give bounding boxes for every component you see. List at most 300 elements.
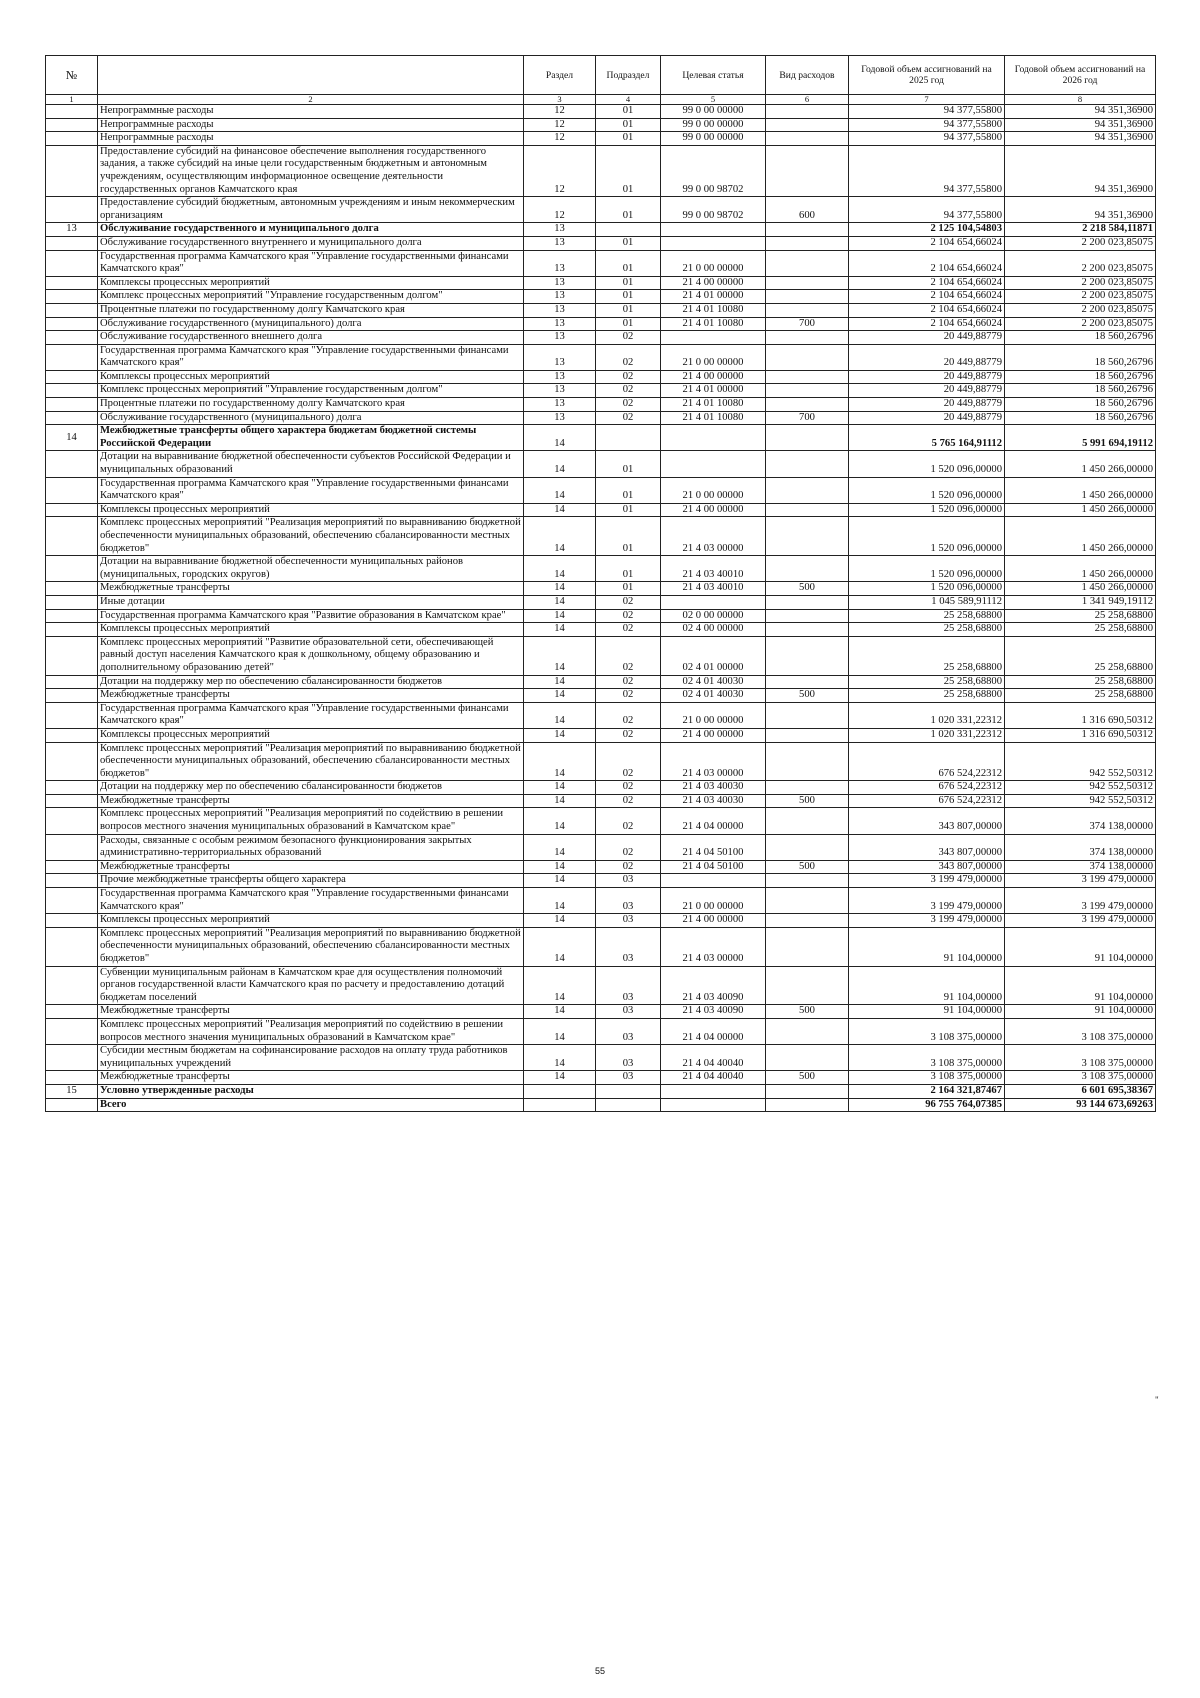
row-number: [46, 595, 98, 609]
row-podrazdel: 03: [596, 888, 661, 914]
row-name: Государственная программа Камчатского края "Управление государственными финансами Камчатского края": [98, 702, 524, 728]
row-razdel: 14: [524, 1045, 596, 1071]
row-name: Субсидии местным бюджетам на софинансирование расходов на оплату труда работников муниципальных учреждений: [98, 1045, 524, 1071]
row-podrazdel: 02: [596, 781, 661, 795]
row-amount-2026: 3 108 375,00000: [1005, 1018, 1156, 1044]
table-row: [46, 1098, 1156, 1112]
table-row: [46, 675, 1156, 689]
row-number: [46, 689, 98, 703]
row-amount-2025: 25 258,68800: [849, 636, 1005, 675]
row-amount-2026: 18 560,26796: [1005, 398, 1156, 412]
table-row: [46, 105, 1156, 119]
row-name: Комплекс процессных мероприятий "Реализация мероприятий по содействию в решении вопросов местного значения муниципальных образований в Камчатском крае": [98, 1018, 524, 1044]
row-amount-2025: 91 104,00000: [849, 1005, 1005, 1019]
row-number: [46, 927, 98, 966]
row-razdel: 14: [524, 808, 596, 834]
row-number: [46, 742, 98, 781]
row-razdel: [524, 1084, 596, 1098]
row-name: Комплекс процессных мероприятий "Управление государственным долгом": [98, 384, 524, 398]
row-number: [46, 517, 98, 556]
row-expense-type: [766, 914, 849, 928]
row-amount-2026: 3 199 479,00000: [1005, 914, 1156, 928]
row-razdel: 13: [524, 250, 596, 276]
row-number: [46, 728, 98, 742]
row-number: [46, 1045, 98, 1071]
row-expense-type: [766, 132, 849, 146]
row-number: [46, 966, 98, 1005]
row-razdel: 13: [524, 276, 596, 290]
row-name: Комплексы процессных мероприятий: [98, 503, 524, 517]
row-podrazdel: 01: [596, 503, 661, 517]
row-expense-type: 700: [766, 317, 849, 331]
row-amount-2026: 6 601 695,38367: [1005, 1084, 1156, 1098]
budget-allocation-table: [45, 55, 1156, 1112]
row-target-article: 21 4 04 50100: [661, 834, 766, 860]
row-amount-2025: 25 258,68800: [849, 609, 1005, 623]
row-amount-2026: 3 108 375,00000: [1005, 1071, 1156, 1085]
row-name: Комплекс процессных мероприятий "Развитие образовательной сети, обеспечивающей равный доступ населения Камчатского края к дошкольному, общему образованию и дополнительному образованию детей": [98, 636, 524, 675]
table-row: [46, 145, 1156, 196]
row-name: Предоставление субсидий на финансовое обеспечение выполнения государственного задания, а также субсидий на иные цели государственным бюджетным и автономным учреждениям, осуществляющим информационное освещение деятельности государственных органов Камчатского края: [98, 145, 524, 196]
table-row: [46, 118, 1156, 132]
row-podrazdel: 01: [596, 517, 661, 556]
row-amount-2026: 94 351,36900: [1005, 105, 1156, 119]
row-amount-2026: 1 341 949,19112: [1005, 595, 1156, 609]
row-amount-2025: 676 524,22312: [849, 781, 1005, 795]
row-amount-2026: 1 450 266,00000: [1005, 451, 1156, 477]
row-target-article: 21 4 04 00000: [661, 1018, 766, 1044]
row-expense-type: 500: [766, 794, 849, 808]
table-row: [46, 609, 1156, 623]
table-row: [46, 503, 1156, 517]
table-row: [46, 781, 1156, 795]
row-number: [46, 556, 98, 582]
row-expense-type: [766, 223, 849, 237]
header-allocation-2026: Годовой объем ассигнований на 2026 год: [1005, 56, 1156, 95]
row-name: Комплексы процессных мероприятий: [98, 370, 524, 384]
row-target-article: 21 4 03 40010: [661, 582, 766, 596]
row-expense-type: [766, 503, 849, 517]
row-razdel: 14: [524, 794, 596, 808]
row-amount-2026: 374 138,00000: [1005, 834, 1156, 860]
row-name: Межбюджетные трансферты: [98, 1005, 524, 1019]
row-podrazdel: 01: [596, 317, 661, 331]
row-name: Комплексы процессных мероприятий: [98, 623, 524, 637]
row-razdel: 14: [524, 425, 596, 451]
column-number: 6: [766, 95, 849, 105]
row-expense-type: [766, 303, 849, 317]
row-name: Комплексы процессных мероприятий: [98, 728, 524, 742]
table-row: [46, 276, 1156, 290]
row-razdel: 14: [524, 966, 596, 1005]
row-amount-2025: 20 449,88779: [849, 344, 1005, 370]
header-expense-type: Вид расходов: [766, 56, 849, 95]
row-number: [46, 370, 98, 384]
row-expense-type: [766, 145, 849, 196]
row-amount-2026: 18 560,26796: [1005, 331, 1156, 345]
table-row: [46, 517, 1156, 556]
row-expense-type: [766, 742, 849, 781]
table-row: [46, 1018, 1156, 1044]
row-name: Предоставление субсидий бюджетным, автономным учреждениям и иным некоммерческим организациям: [98, 197, 524, 223]
row-number: [46, 834, 98, 860]
row-target-article: 02 4 00 00000: [661, 623, 766, 637]
row-amount-2026: 1 450 266,00000: [1005, 517, 1156, 556]
row-amount-2025: 2 104 654,66024: [849, 317, 1005, 331]
row-name: Обслуживание государственного внутреннего и муниципального долга: [98, 236, 524, 250]
row-expense-type: [766, 290, 849, 304]
table-row: [46, 331, 1156, 345]
row-amount-2026: 1 450 266,00000: [1005, 582, 1156, 596]
row-name: Непрограммные расходы: [98, 105, 524, 119]
row-name: Межбюджетные трансферты: [98, 582, 524, 596]
row-expense-type: [766, 556, 849, 582]
row-expense-type: [766, 384, 849, 398]
column-number: 4: [596, 95, 661, 105]
row-amount-2025: 91 104,00000: [849, 927, 1005, 966]
row-amount-2026: 3 199 479,00000: [1005, 888, 1156, 914]
row-number: [46, 1005, 98, 1019]
row-razdel: 13: [524, 370, 596, 384]
header-allocation-2025: Годовой объем ассигнований на 2025 год: [849, 56, 1005, 95]
row-number: [46, 636, 98, 675]
row-target-article: 21 4 03 40030: [661, 781, 766, 795]
row-razdel: 14: [524, 728, 596, 742]
row-amount-2026: 3 199 479,00000: [1005, 874, 1156, 888]
row-amount-2026: 3 108 375,00000: [1005, 1045, 1156, 1071]
table-row: [46, 623, 1156, 637]
row-name: Обслуживание государственного (муниципального) долга: [98, 411, 524, 425]
row-amount-2025: 1 520 096,00000: [849, 503, 1005, 517]
row-amount-2025: 3 199 479,00000: [849, 874, 1005, 888]
row-number: [46, 1018, 98, 1044]
row-razdel: 14: [524, 623, 596, 637]
row-number: [46, 477, 98, 503]
row-target-article: [661, 331, 766, 345]
row-amount-2026: 2 200 023,85075: [1005, 290, 1156, 304]
row-amount-2026: 2 200 023,85075: [1005, 276, 1156, 290]
row-razdel: 14: [524, 582, 596, 596]
row-razdel: 12: [524, 132, 596, 146]
table-row: [46, 556, 1156, 582]
row-podrazdel: 02: [596, 794, 661, 808]
row-expense-type: [766, 1045, 849, 1071]
row-number: [46, 888, 98, 914]
row-name: Межбюджетные трансферты: [98, 689, 524, 703]
corner-mark: ": [1155, 1395, 1159, 1405]
row-target-article: 21 4 01 00000: [661, 384, 766, 398]
table-body: [46, 105, 1156, 1112]
row-target-article: 02 4 01 00000: [661, 636, 766, 675]
row-razdel: 14: [524, 503, 596, 517]
row-podrazdel: 01: [596, 145, 661, 196]
row-number: [46, 250, 98, 276]
row-amount-2025: 3 199 479,00000: [849, 888, 1005, 914]
row-expense-type: [766, 966, 849, 1005]
row-amount-2025: 2 104 654,66024: [849, 276, 1005, 290]
row-name: Непрограммные расходы: [98, 132, 524, 146]
row-amount-2025: 1 045 589,91112: [849, 595, 1005, 609]
row-podrazdel: 02: [596, 834, 661, 860]
row-target-article: 99 0 00 98702: [661, 145, 766, 196]
row-expense-type: [766, 874, 849, 888]
row-target-article: 21 0 00 00000: [661, 250, 766, 276]
row-podrazdel: [596, 1098, 661, 1112]
row-name: Субвенции муниципальным районам в Камчатском крае для осуществления полномочий органов государственной власти Камчатского края по расчету и предоставлению дотаций бюджетам поселений: [98, 966, 524, 1005]
row-number: [46, 105, 98, 119]
table-row: [46, 451, 1156, 477]
row-expense-type: 500: [766, 1071, 849, 1085]
row-razdel: 13: [524, 331, 596, 345]
row-name: Дотации на выравнивание бюджетной обеспеченности муниципальных районов (муниципальных, городских округов): [98, 556, 524, 582]
row-name: Государственная программа Камчатского края "Управление государственными финансами Камчатского края": [98, 888, 524, 914]
row-number: 14: [46, 425, 98, 451]
row-expense-type: [766, 477, 849, 503]
row-target-article: [661, 425, 766, 451]
page-number: 55: [594, 1666, 605, 1676]
row-podrazdel: 02: [596, 808, 661, 834]
row-number: [46, 411, 98, 425]
row-amount-2025: 94 377,55800: [849, 145, 1005, 196]
row-name: Дотации на поддержку мер по обеспечению сбалансированности бюджетов: [98, 675, 524, 689]
row-number: [46, 331, 98, 345]
row-amount-2026: 18 560,26796: [1005, 344, 1156, 370]
row-podrazdel: 01: [596, 236, 661, 250]
row-razdel: 14: [524, 888, 596, 914]
table-row: [46, 477, 1156, 503]
row-target-article: 21 4 00 00000: [661, 914, 766, 928]
row-razdel: 14: [524, 914, 596, 928]
row-amount-2026: 18 560,26796: [1005, 370, 1156, 384]
row-expense-type: [766, 1018, 849, 1044]
row-number: [46, 1098, 98, 1112]
table-row: [46, 689, 1156, 703]
row-target-article: 21 0 00 00000: [661, 702, 766, 728]
row-number: [46, 860, 98, 874]
row-podrazdel: 02: [596, 636, 661, 675]
row-podrazdel: 01: [596, 276, 661, 290]
row-target-article: 21 4 03 40090: [661, 966, 766, 1005]
row-razdel: 14: [524, 609, 596, 623]
row-amount-2025: 2 125 104,54803: [849, 223, 1005, 237]
row-number: [46, 808, 98, 834]
row-expense-type: [766, 609, 849, 623]
row-name: Комплексы процессных мероприятий: [98, 276, 524, 290]
row-number: [46, 914, 98, 928]
row-name: Комплексы процессных мероприятий: [98, 914, 524, 928]
table-row: [46, 702, 1156, 728]
row-podrazdel: 02: [596, 623, 661, 637]
row-amount-2026: 25 258,68800: [1005, 675, 1156, 689]
row-amount-2025: 5 765 164,91112: [849, 425, 1005, 451]
row-podrazdel: 02: [596, 702, 661, 728]
row-expense-type: [766, 236, 849, 250]
row-amount-2026: 18 560,26796: [1005, 411, 1156, 425]
row-podrazdel: [596, 223, 661, 237]
table-row: [46, 132, 1156, 146]
row-number: [46, 276, 98, 290]
row-name: Обслуживание государственного (муниципального) долга: [98, 317, 524, 331]
row-target-article: 21 4 01 10080: [661, 303, 766, 317]
row-expense-type: [766, 808, 849, 834]
row-name: Непрограммные расходы: [98, 118, 524, 132]
row-amount-2025: 20 449,88779: [849, 370, 1005, 384]
row-podrazdel: 02: [596, 344, 661, 370]
row-amount-2026: 2 200 023,85075: [1005, 317, 1156, 331]
row-number: [46, 317, 98, 331]
row-expense-type: 500: [766, 1005, 849, 1019]
row-amount-2026: 1 450 266,00000: [1005, 477, 1156, 503]
row-expense-type: [766, 398, 849, 412]
row-podrazdel: 03: [596, 966, 661, 1005]
row-amount-2026: 91 104,00000: [1005, 1005, 1156, 1019]
row-expense-type: [766, 276, 849, 290]
row-amount-2026: 91 104,00000: [1005, 966, 1156, 1005]
table-row: [46, 728, 1156, 742]
header-row: [46, 56, 1156, 95]
row-razdel: 12: [524, 145, 596, 196]
row-amount-2025: 343 807,00000: [849, 860, 1005, 874]
row-name: Обслуживание государственного и муниципального долга: [98, 223, 524, 237]
row-expense-type: [766, 451, 849, 477]
row-podrazdel: 03: [596, 1045, 661, 1071]
row-amount-2025: 2 104 654,66024: [849, 290, 1005, 304]
row-target-article: 21 4 03 40010: [661, 556, 766, 582]
row-amount-2026: 2 200 023,85075: [1005, 236, 1156, 250]
row-razdel: 14: [524, 689, 596, 703]
row-podrazdel: 01: [596, 290, 661, 304]
row-target-article: 21 4 03 00000: [661, 742, 766, 781]
header-name: [98, 56, 524, 95]
row-expense-type: [766, 636, 849, 675]
row-amount-2026: 93 144 673,69263: [1005, 1098, 1156, 1112]
row-number: [46, 702, 98, 728]
row-name: Комплекс процессных мероприятий "Управление государственным долгом": [98, 290, 524, 304]
row-podrazdel: 02: [596, 860, 661, 874]
row-razdel: 14: [524, 477, 596, 503]
row-target-article: [661, 1098, 766, 1112]
table-row: [46, 344, 1156, 370]
row-target-article: [661, 451, 766, 477]
row-podrazdel: 02: [596, 398, 661, 412]
row-number: [46, 609, 98, 623]
row-name: Расходы, связанные с особым режимом безопасного функционирования закрытых административно-территориальных образований: [98, 834, 524, 860]
row-target-article: 21 4 03 40030: [661, 794, 766, 808]
row-number: [46, 236, 98, 250]
row-number: [46, 132, 98, 146]
row-podrazdel: 01: [596, 250, 661, 276]
row-amount-2025: 676 524,22312: [849, 794, 1005, 808]
row-razdel: 14: [524, 595, 596, 609]
row-target-article: 21 4 03 00000: [661, 517, 766, 556]
row-podrazdel: 03: [596, 1018, 661, 1044]
column-number-row: [46, 95, 1156, 105]
row-name: Обслуживание государственного внешнего долга: [98, 331, 524, 345]
row-target-article: 21 0 00 00000: [661, 344, 766, 370]
row-name: Всего: [98, 1098, 524, 1112]
row-target-article: 21 0 00 00000: [661, 477, 766, 503]
row-target-article: 21 4 00 00000: [661, 503, 766, 517]
row-razdel: 14: [524, 781, 596, 795]
row-expense-type: [766, 331, 849, 345]
row-razdel: 13: [524, 290, 596, 304]
row-razdel: 14: [524, 636, 596, 675]
row-amount-2025: 96 755 764,07385: [849, 1098, 1005, 1112]
row-amount-2026: 5 991 694,19112: [1005, 425, 1156, 451]
row-expense-type: [766, 425, 849, 451]
row-target-article: [661, 236, 766, 250]
row-amount-2025: 1 020 331,22312: [849, 702, 1005, 728]
row-amount-2026: 25 258,68800: [1005, 623, 1156, 637]
row-podrazdel: 01: [596, 556, 661, 582]
row-amount-2025: 25 258,68800: [849, 623, 1005, 637]
row-podrazdel: 03: [596, 1005, 661, 1019]
column-number: 5: [661, 95, 766, 105]
row-amount-2025: 20 449,88779: [849, 411, 1005, 425]
row-podrazdel: 02: [596, 370, 661, 384]
row-target-article: 99 0 00 00000: [661, 132, 766, 146]
row-amount-2026: 25 258,68800: [1005, 609, 1156, 623]
row-expense-type: [766, 702, 849, 728]
row-target-article: 02 0 00 00000: [661, 609, 766, 623]
row-name: Межбюджетные трансферты общего характера бюджетам бюджетной системы Российской Федерации: [98, 425, 524, 451]
row-amount-2026: 1 316 690,50312: [1005, 728, 1156, 742]
row-razdel: 13: [524, 303, 596, 317]
row-name: Дотации на поддержку мер по обеспечению сбалансированности бюджетов: [98, 781, 524, 795]
row-name: Государственная программа Камчатского края "Развитие образования в Камчатском крае": [98, 609, 524, 623]
row-razdel: 14: [524, 556, 596, 582]
header-number: №: [46, 56, 98, 95]
row-name: Прочие межбюджетные трансферты общего характера: [98, 874, 524, 888]
table-row: [46, 1084, 1156, 1098]
row-amount-2025: 2 164 321,87467: [849, 1084, 1005, 1098]
row-number: [46, 451, 98, 477]
row-number: [46, 145, 98, 196]
row-razdel: 14: [524, 860, 596, 874]
row-expense-type: [766, 370, 849, 384]
row-target-article: 21 4 04 50100: [661, 860, 766, 874]
row-target-article: 21 4 04 40040: [661, 1071, 766, 1085]
row-amount-2026: 2 200 023,85075: [1005, 250, 1156, 276]
row-target-article: [661, 874, 766, 888]
row-podrazdel: 02: [596, 331, 661, 345]
row-amount-2025: 1 520 096,00000: [849, 517, 1005, 556]
row-expense-type: 700: [766, 411, 849, 425]
row-expense-type: [766, 250, 849, 276]
row-podrazdel: 02: [596, 411, 661, 425]
row-amount-2026: 25 258,68800: [1005, 689, 1156, 703]
row-expense-type: [766, 927, 849, 966]
header-razdel: Раздел: [524, 56, 596, 95]
header-podrazdel: Подраздел: [596, 56, 661, 95]
row-podrazdel: 01: [596, 132, 661, 146]
row-name: Иные дотации: [98, 595, 524, 609]
table-row: [46, 1045, 1156, 1071]
row-expense-type: [766, 834, 849, 860]
row-name: Государственная программа Камчатского края "Управление государственными финансами Камчатского края": [98, 477, 524, 503]
row-razdel: 14: [524, 1005, 596, 1019]
row-razdel: 12: [524, 197, 596, 223]
row-podrazdel: 02: [596, 595, 661, 609]
table-row: [46, 794, 1156, 808]
row-name: Межбюджетные трансферты: [98, 1071, 524, 1085]
row-target-article: 21 0 00 00000: [661, 888, 766, 914]
row-name: Комплекс процессных мероприятий "Реализация мероприятий по выравниванию бюджетной обеспеченности муниципальных образований, обеспечению сбалансированности местных бюджетов": [98, 517, 524, 556]
row-amount-2025: 2 104 654,66024: [849, 250, 1005, 276]
row-target-article: 21 4 01 10080: [661, 398, 766, 412]
row-podrazdel: [596, 425, 661, 451]
row-podrazdel: 03: [596, 1071, 661, 1085]
